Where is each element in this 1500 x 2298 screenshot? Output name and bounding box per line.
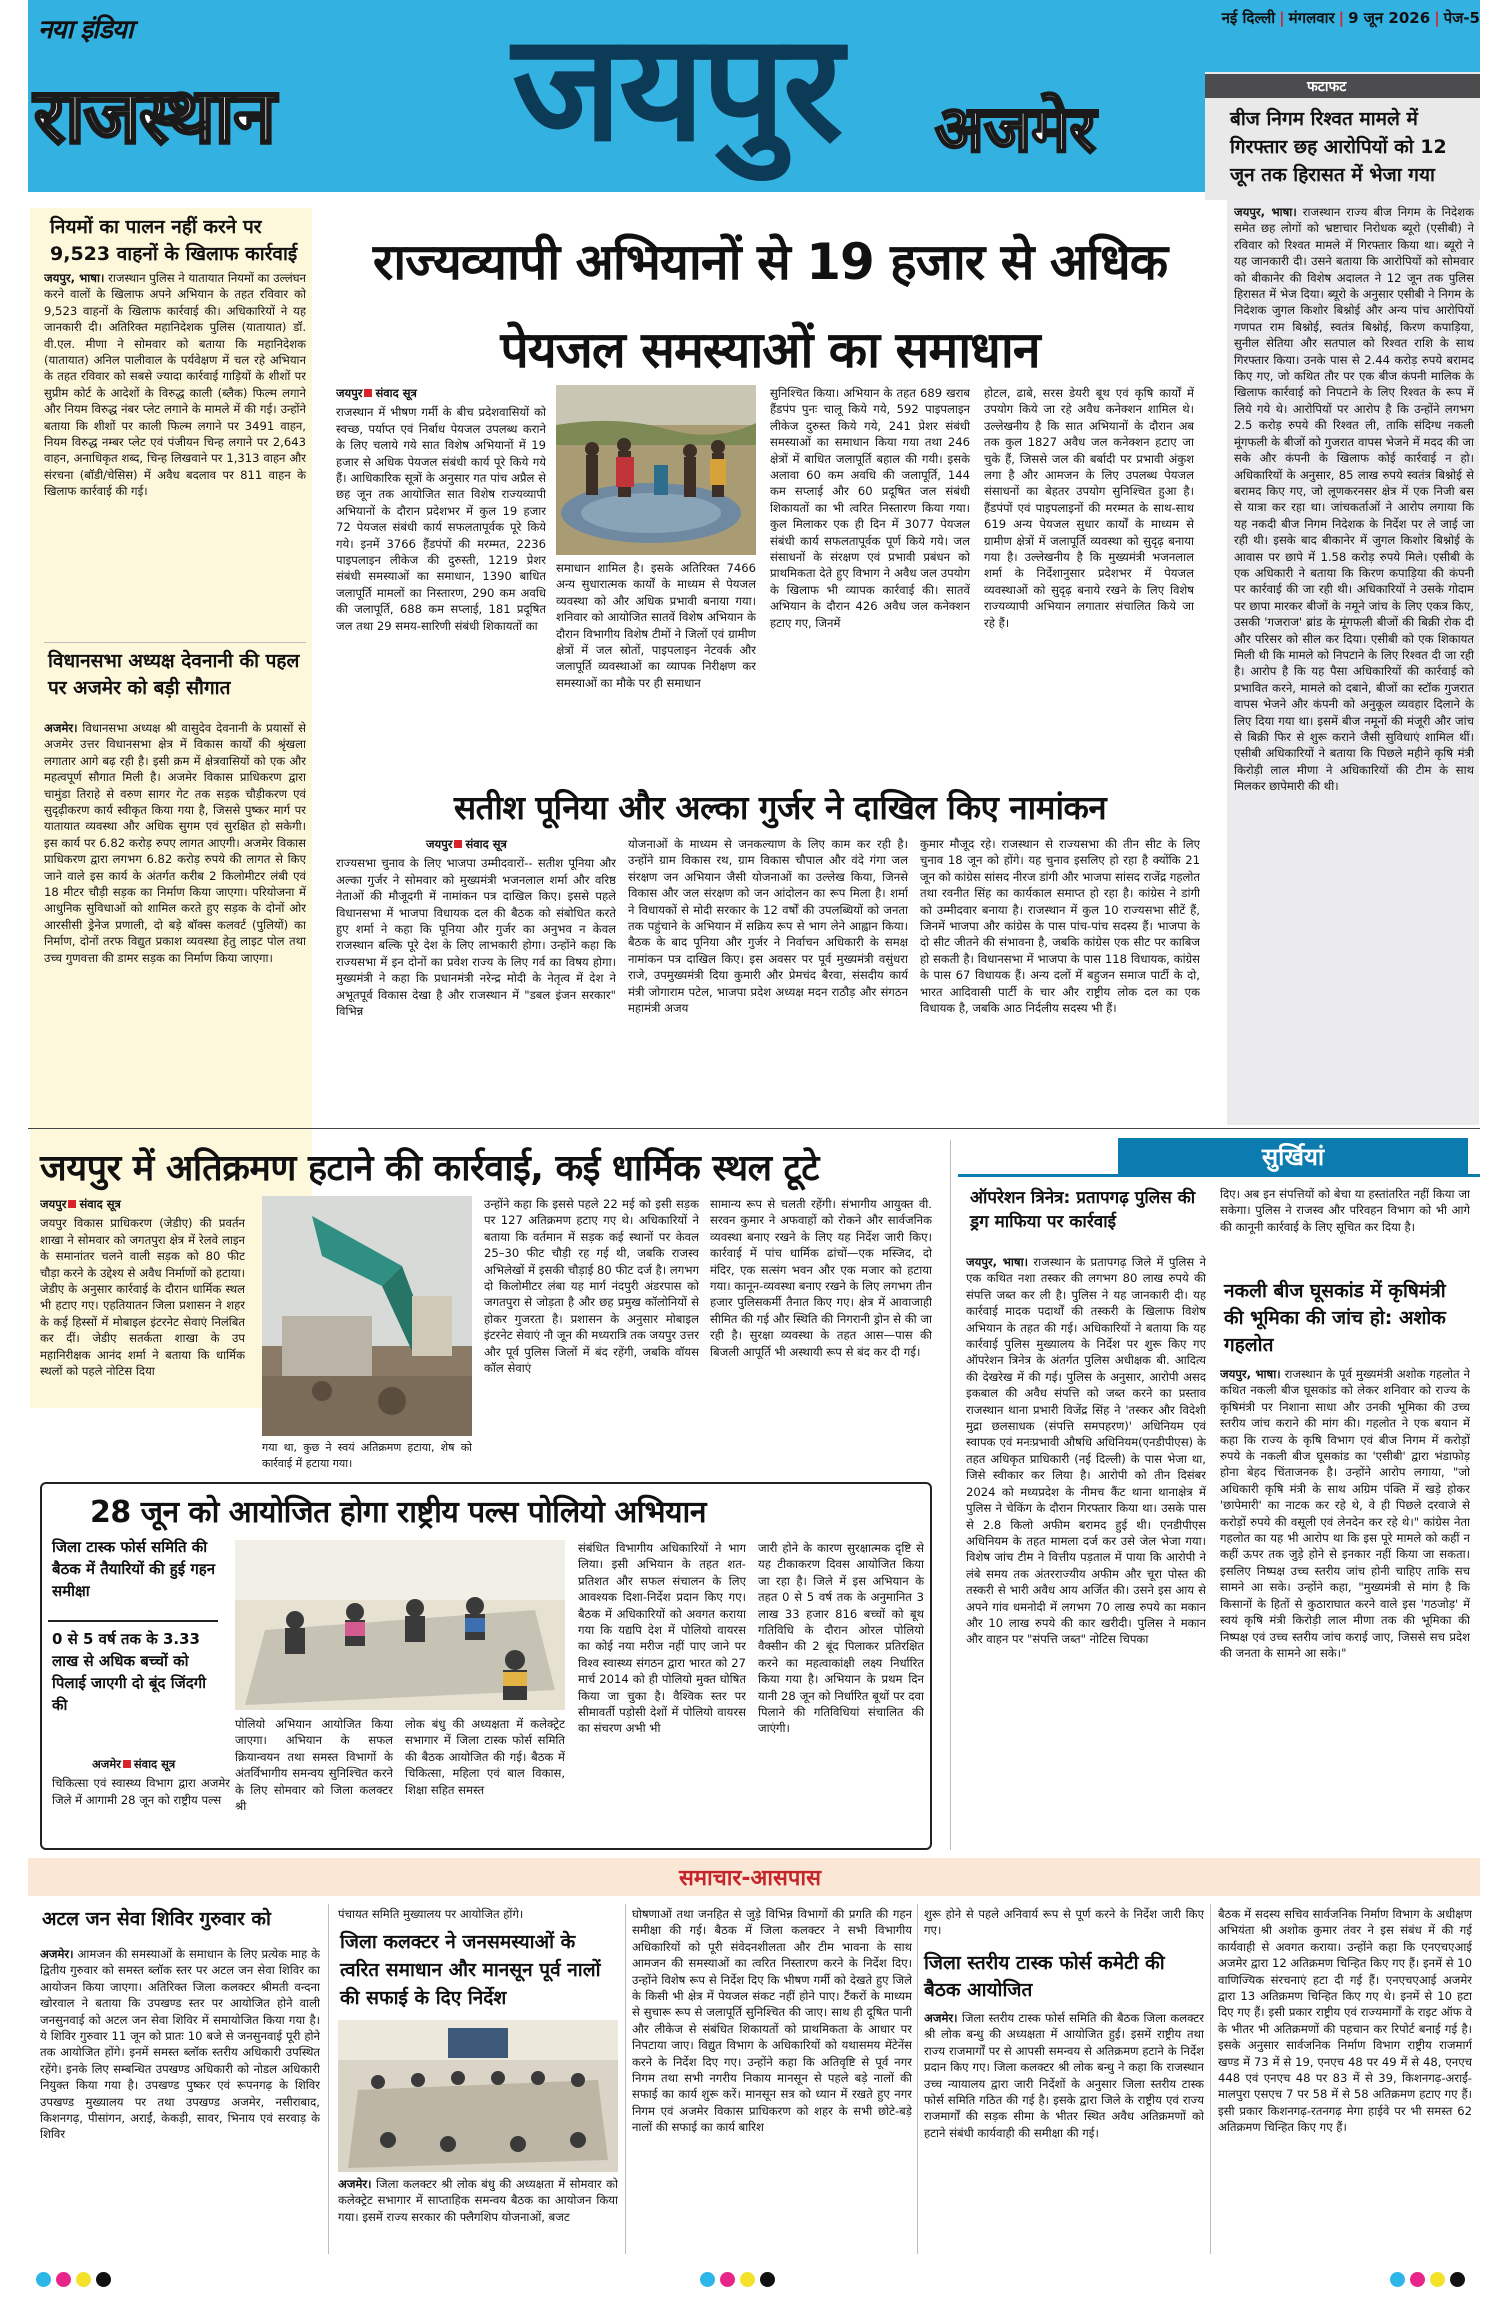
- samachar-s3-text: घोषणाओं तथा जनहित से जुड़े विभिन्न विभागों की प्रगति की गहन समीक्षा की गई। बैठक में जिला कलक्टर ने सभी विभागीय अधिकारियों को पूरी संवेदनशीलता और टीम भावना के साथ आमजन की समस्याओं का त्वरित निस्तारण करने के निर्देश दिए। उन्होंने विशेष रूप से निर्देश दिए कि भीषण गर्मी को देखते हुए जिले के किसी भी क्षेत्र में पेयजल संकट नहीं होने पाए। टैंकरों के माध्यम से सुचारू रूप से जलापूर्ति सुनिश्चित की जाए। साथ ही दूषित पानी और लीकेज से संबंधित शिकायतों को प्राथमिकता के आधार पर निपटाया जाए। विद्युत विभाग के अधिकारियों को यथासमय मेंटेनेंस करने के निर्देश दिए गए। उन्होंने कहा कि अतिवृष्टि से पूर्व नगर निगम तथा सभी नगरीय निकाय मानसून से पहले बड़े नालों की सफाई का कार्य शुरू करें। मानसून सत्र को ध्यान में रखते हुए नगर निगम एवं अजमेर विकास प्राधिकरण को शहर के सभी छोटे-बड़े नालों की सफाई का कार्य बारिश: [632, 1907, 912, 2135]
- fatafat-body: [1234, 204, 1474, 1119]
- fatafat-headline: बीज निगम रिश्वत मामले में गिरफ्तार छह आरोपियों को 12 जून तक हिरासत में भेजा गया: [1230, 108, 1447, 186]
- polio-col3: [405, 1716, 565, 1846]
- surkhiyan-story1-cont: [1220, 1186, 1470, 1268]
- left-story2-headline: विधानसभा अध्यक्ष देवनानी की पहल पर अजमेर को बड़ी सौगात: [48, 650, 300, 699]
- samachar-s2-top: पंचायत समिति मुख्यालय पर आयोजित होंगे।: [338, 1907, 524, 1921]
- divider: [1210, 1904, 1211, 2254]
- dateline-day: मंगलवार: [1288, 9, 1335, 27]
- divider: [625, 1904, 626, 2254]
- lead-col4: [984, 385, 1194, 780]
- atikraman-caption: गया था, कुछ ने स्वयं अतिक्रमण हटाया, शेष को कार्रवाई में हटाया गया।: [262, 1441, 472, 1471]
- left-story1-text: राजस्थान पुलिस ने यातायात नियमों का उल्लंघन करने वालों के खिलाफ अपने अभियान के तहत रविवार को 9,523 वाहनों के खिलाफ कार्रवाई की। अधिकारियों ने यह जानकारी दी। अतिरिक्त महानिदेशक पुलिस (यातायात) डॉ. वी.एल. मीणा ने सोमवार को बताया कि महानिदेशक (यातायात) अनिल पालीवाल के पर्यवेक्षण में चल रहे अभियान के तहत रविवार को सबसे ज्यादा कार्रवाई गाड़ियों के शीशों पर सुप्रीम कोर्ट के आदेशों के विरुद्ध काली (ब्लैक) फिल्म लगाने और नियम विरुद्ध नंबर प्लेट लगाने के मामले में की गई। उन्होंने बताया कि शीशों पर काली फिल्म लगाने पर 3491 वाहन, नियम विरुद्ध नम्बर प्लेट एवं पंजीयन चिन्ह लगाने पर 2,643 वाहन, अनाधिकृत शब्द, चिन्ह लिखवाने पर 1,313 वाहन और संरचना (बॉडी/चेसिस) में अवैध बदलाव पर 811 वाहन के खिलाफ कार्रवाई की गई।: [44, 271, 306, 499]
- section-divider: [28, 1128, 1480, 1129]
- lead-col3-text: सुनिश्चित किया। अभियान के तहत 689 खराब हैंडपंप पुनः चालू किये गये, 592 पाइपलाइन लीकेज दुरुस्त किये गये, 241 प्रेशर संबंधी समस्याओं का समाधान किया गया तथा 246 क्षेत्रों में बाधित जलापूर्ति बहाल की गयी। इसके अलावा 60 कम अवधि की जलापूर्ति, 144 कम सप्लाई और 60 प्रदूषित जल संबंधी शिकायतों का भी त्वरित निस्तारण किया गया। कुल मिलाकर एक ही दिन में 3077 पेयजल संबंधी कार्य सफलतापूर्वक पूर्ण किये गये। जल संसाधनों के संरक्षण एवं प्रभावी प्रबंधन को प्राथमिकता देते हुए विभाग ने अवैध जल उपयोग के खिलाफ भी व्यापक कार्रवाई की। सातवें अभियान के दौरान 426 अवैध जल कनेक्शन हटाए गए, जिनमें: [770, 386, 970, 630]
- divider: [917, 1904, 918, 2254]
- magenta-dot-icon: [56, 2272, 71, 2287]
- atikraman-byline: [40, 1196, 245, 1212]
- satish-col3: [920, 836, 1200, 1116]
- dateline-date: 9 जून 2026: [1348, 9, 1431, 27]
- divider: [950, 1140, 951, 1850]
- black-dot-icon: [96, 2272, 111, 2287]
- bullet-icon: [68, 1200, 76, 1208]
- polio-col1: [52, 1756, 230, 1846]
- surkhiyan-story1-dateline: जयपुर, भाषा।: [966, 1255, 1029, 1269]
- page-number: पेज-5: [1443, 9, 1480, 27]
- polio-col5-text: जारी होने के कारण सुरक्षात्मक दृष्टि से यह टीकाकरण दिवस आयोजित किया जा रहा है। जिले में इस अभियान के तहत 0 से 5 वर्ष तक के अनुमानित 3 लाख 33 हजार 816 बच्चों को बूथ गतिविधि के दौरान ओरल पोलियो वैक्सीन की 2 बूंद पिलाकर प्रतिरक्षित करने का महत्वाकांक्षी लक्ष्य निर्धारित किया गया है। अभियान के प्रथम दिन यानी 28 जून को निर्धारित बूथों पर दवा पिलाने की गतिविधियां संचालित की जाएंगी।: [758, 1541, 924, 1736]
- left-story2-text: विधानसभा अध्यक्ष श्री वासुदेव देवनानी के प्रयासों से अजमेर उत्तर विधानसभा क्षेत्र में विकास कार्यों की श्रृंखला लगातार आगे बढ़ रही है। इसी क्रम में क्षेत्रवासियों को एक और महत्वपूर्ण सौगात मिली है। अजमेर विकास प्राधिकरण द्वारा चामुंडा तिराहे से वरुण सागर गेट तक सड़क चौड़ीकरण एवं सुदृढ़ीकरण कार्य स्वीकृत किया गया है, जिससे पुष्कर मार्ग पर यातायात व्यवस्था और अधिक सुगम एवं सुरक्षित हो सकेगी। इस कार्य पर 6.82 करोड़ रुपए लागत आएगी। अजमेर विकास प्राधिकरण द्वारा लगभग 6.82 करोड़ रुपये की लागत से किए जाने वाले इस कार्य के अंतर्गत करीब 2 किलोमीटर लंबी एवं 18 मीटर चौड़ी सड़क का निर्माण किया जाएगा। परियोजना में आधुनिक सुविधाओं को शामिल करते हुए सड़क के दोनों ओर आरसीसी ड्रेनेज प्रणाली, दो बड़े बॉक्स कलवर्ट (पुलियों) का निर्माण, दोनों तरफ विद्युत प्रकाश व्यवस्था हेतु लाइट पोल तथा उच्च गुणवत्ता की डामर सड़क का निर्माण किया जाएगा।: [44, 721, 306, 965]
- atikraman-col3-text: सामान्य रूप से चलती रहेंगी। संभागीय आयुक्त वी. सरवन कुमार ने अफवाहों को रोकने और सार्वजनिक व्यवस्था बनाए रखने के लिए यह निर्देश जारी किए। कार्रवाई में पांच धार्मिक ढांचों—एक मस्जिद, दो मंदिर, एक सत्संग भवन और एक मजार को हटाया गया। कानून-व्यवस्था बनाए रखने के लिए लगभग तीन हजार पुलिसकर्मी तैनात किए गए। क्षेत्र में आवाजाही सीमित की गई और स्थिति की निगरानी ड्रोन से की जा रही है। सुरक्षा व्यवस्था के तहत आस—पास की बिजली आपूर्ति भी अस्थायी रूप से बंद कर दी गई।: [710, 1197, 932, 1359]
- samachar-s4-dateline: अजमेर।: [924, 2011, 958, 2025]
- yellow-dot-icon: [1430, 2272, 1445, 2287]
- polio-sub1: जिला टास्क फोर्स समिति की बैठक में तैयारियों की हुई गहन समीक्षा: [52, 1538, 216, 1600]
- fatafat-tag: फटाफट: [1205, 74, 1480, 98]
- dateline-place: नई दिल्ली: [1221, 9, 1276, 27]
- lead-col1-text: राजस्थान में भीषण गर्मी के बीच प्रदेशवासियों को स्वच्छ, पर्याप्त एवं निर्बाध पेयजल उपलब्ध कराने के लिए चलाये गये सात विशेष अभियानों में 19 हजार से अधिक पेयजल संबंधी कार्य पूरे किये गये हैं। आधिकारिक सूत्रों के अनुसार गत पांच अप्रैल से छह जून तक आयोजित सात विशेष राज्यव्यापी अभियानों के दौरान प्रदेशभर में कुल 19 हजार 72 पेयजल संबंधी कार्य सफलतापूर्वक पूरे किये गये। इनमें 3766 हैंडपंपों की मरम्मत, 2236 पाइपलाइन लीकेज की दुरुस्ती, 1219 प्रेशर संबंधी समस्याओं का समाधान, 1390 बाधित जलापूर्ति मामलों का निस्तारण, 290 कम अवधि की जलापूर्ति, 688 कम सप्लाई, 181 प्रदूषित जल तथा 29 समय-सारिणी संबंधी शिकायतों का: [336, 405, 546, 633]
- samachar-s2-body: [338, 2176, 618, 2252]
- polio-col3-text: लोक बंधु की अध्यक्षता में कलेक्ट्रेट सभागार में जिला टास्क फोर्स समिति की बैठक आयोजित की गई। बैठक में चिकित्सा, महिला एवं बाल विकास, शिक्षा सहित समस्त: [405, 1717, 565, 1797]
- satish-col1: [336, 836, 616, 1116]
- satish-col2-text: योजनाओं के माध्यम से जनकल्याण के लिए काम कर रही है। उन्होंने ग्राम विकास रथ, ग्राम विकास चौपाल और वंदे गंगा जल संरक्षण जन अभियान जैसी योजनाओं का उल्लेख किया, जिनसे विकास और जल संरक्षण को जन आंदोलन का रूप मिला है। शर्मा ने विधायकों से मोदी सरकार के 12 वर्षों की उपलब्धियों को जनता तक पहुंचाने के अभियान में सक्रिय रूप से भाग लेने आह्वान किया। बैठक के बाद पूनिया और गुर्जर ने निर्वाचन अधिकारी के समक्ष नामांकन पत्र दाखिल किए। इस अवसर पर पूर्व मुख्यमंत्री वसुंधरा राजे, उपमुख्यमंत्री दिया कुमारी और प्रेमचंद बैरवा, संसदीय कार्य मंत्री जोगाराम पटेल, भाजपा प्रदेश अध्यक्ष मदन राठौड़ और संगठन महामंत्री अजय: [628, 837, 908, 1016]
- atikraman-byline-source: संवाद सूत्र: [79, 1197, 121, 1211]
- left-story2-dateline: अजमेर।: [44, 721, 78, 735]
- black-dot-icon: [760, 2272, 775, 2287]
- atikraman-byline-place: जयपुर: [40, 1197, 67, 1211]
- samachar-s1-dateline: अजमेर।: [40, 1947, 74, 1961]
- samachar-s1-text: आमजन की समस्याओं के समाधान के लिए प्रत्येक माह के द्वितीय गुरुवार को समस्त ब्लॉक स्तर पर अटल जन सेवा शिविर का आयोजन किया जाएगा। अतिरिक्त जिला कलक्टर श्रीमती वन्दना खोरवाल ने बताया कि उपखण्ड स्तर पर आयोजित होने वाली जनसुनवाई को अटल जन सेवा शिविर में समायोजित किया गया है। ये शिविर गुरुवार 11 जून को प्रातः 10 बजे से जनसुनवाई पूरी होने तक आयोजित होंगे। इनमें समस्त ब्लॉक स्तरीय अधिकारी उपस्थित रहेंगे। इनके लिए सम्बन्धित उपखण्ड अधिकारी को नोडल अधिकारी नियुक्त किया गया है। उपखण्ड पुष्कर एवं रूपनगढ़ के शिविर उपखण्ड मुख्यालय पर तथा उपखण्ड अजमेर, नसीराबाद, किशनगढ़, पीसांगन, अराईं, केकड़ी, सावर, भिनाय एवं सरवाड़ के शिविर: [40, 1947, 320, 2142]
- brand-logo: नया इंडिया: [38, 15, 133, 45]
- yellow-dot-icon: [740, 2272, 755, 2287]
- surkhiyan-story2-dateline: जयपुर, भाषा।: [1220, 1367, 1281, 1381]
- black-dot-icon: [1450, 2272, 1465, 2287]
- magenta-dot-icon: [720, 2272, 735, 2287]
- city2-title: अजमेर: [935, 93, 1096, 167]
- surkhiyan-story2-text: राजस्थान के पूर्व मुख्यमंत्री अशोक गहलोत ने कथित नकली बीज घूसकांड को लेकर शनिवार को राज्य के कृषिमंत्री पर निशाना साधा और उनकी भूमिका की उच्च स्तरीय जांच कराने की मांग की। गहलोत ने एक बयान में कहा कि राज्य के कृषि विभाग एवं बीज निगम में करोड़ों रुपये के नकली बीज घूसकांड का 'एसीबी' द्वारा भंडाफोड़ होना बेहद चिंताजनक है। उन्होंने आरोप लगाया, "जो अधिकारी कृषि मंत्री के साथ अग्रिम पंक्ति में खड़े होकर 'छापेमारी' का नाटक कर रहे थे, वे ही पिछले दरवाजे से करोड़ों रुपये की वसूली एवं लेनदेन कर रहे थे।" कांग्रेस नेता गहलोत का यह भी आरोप था कि इस पूरे मामले को कहीं न कहीं ऊपर तक जुड़े होने से इनकार नहीं किया जा सकता। इसलिए निष्पक्ष उच्च स्तरीय जांच होनी चाहिए ताकि सच सामने आ सके। उन्होंने कहा, "मुख्यमंत्री से मांग है कि किसानों के हितों से कुठाराघात करने वाले इस 'गठजोड़' में स्वयं कृषि मंत्री किरोड़ी लाल मीणा तक की भूमिका की निष्पक्ष एवं उच्च स्तरीय जांच कराई जाए, जिससे सच प्रदेश की जनता के सामने आ सके।": [1220, 1367, 1470, 1660]
- samachar-s4-headline: जिला स्तरीय टास्क फोर्स कमेटी की बैठक आयोजित: [924, 1952, 1165, 2001]
- polio-photo: [235, 1540, 565, 1710]
- bullet-icon: [364, 389, 372, 397]
- surkhiyan-tag: सुर्खियां: [1118, 1138, 1468, 1174]
- polio-sub2: 0 से 5 वर्ष तक के 3.33 लाख से अधिक बच्चों को पिलाई जाएगी दो बूंद जिंदगी की: [52, 1630, 207, 1714]
- lead-col3: [770, 385, 970, 780]
- samachar-s4-text: जिला स्तरीय टास्क फोर्स समिति की बैठक जिला कलक्टर श्री लोक बन्धु की अध्यक्षता में आयोजित हुई। इसमें राष्ट्रीय तथा राज्य राजमार्गों पर से आपसी समन्वय से अतिक्रमण हटाने के निर्देश प्रदान किए गए। जिला कलक्टर श्री लोक बन्धु ने कहा कि राजस्थान उच्च न्यायालय द्वारा जारी निर्देशों के अनुसार जिला स्तरीय टास्क फोर्स समिति गठित की गई है। इसके द्वारा जिले के राष्ट्रीय एवं राज्य राजमार्गों की सड़क सीमा के भीतर स्थित अवैध अतिक्रमणों को हटाने संबंधी कार्यवाही की समीक्षा की गई।: [924, 2011, 1204, 2140]
- lead-byline-source: संवाद सूत्र: [375, 386, 417, 400]
- lead-byline: [336, 385, 546, 401]
- fatafat-text: राजस्थान राज्य बीज निगम के निदेशक समेत छह लोगों को भ्रष्टाचार निरोधक ब्यूरो (एसीबी) ने रविवार को रिश्वत मामले में गिरफ्तार किया था। ब्यूरो ने यह जानकारी दी। उसने बताया कि आरोपियों को सोमवार को बीकानेर की विशेष अदालत ने 12 जून तक पुलिस हिरासत में भेज दिया। ब्यूरो के अनुसार एसीबी ने निगम के निदेशक जुगल किशोर बिश्नोई और अन्य पांच आरोपियों गणपत राम बिश्नोई, स्वतंत्र बिश्नोई, किरण कपाड़िया, सुनील सेतिया और सतपाल को रिश्वत राशि के साथ गिरफ्तार किया। उनके पास से 2.44 करोड़ रुपये बरामद किए गए, जो कथित तौर पर एक बीज कंपनी मालिक के खिलाफ कार्रवाई को निपटाने के लिए रिश्वत के रूप में लिये गये थे। आरोपियों पर आरोप है कि उन्होंने लगभग 2.5 करोड़ रुपये की रिश्वत ली, ताकि संदिग्ध नकली मूंगफली के बीजों को गुजरात वापस भेजने में मदद की जा सके और कंपनी के खिलाफ कोई कार्रवाई न हो। अधिकारियों के अनुसार, 85 लाख रुपये स्वतंत्र बिश्नोई से बरामद किए गए, जो लूणकरनसर क्षेत्र में एक निजी बस से यात्रा कर रहा था। जांचकर्ताओं ने आरोप लगाया कि यह नकदी बीज निगम निदेशक के निर्देश पर ले जाई जा रही थी। इसके बाद बीकानेर में जुगल किशोर बिश्नोई के आवास पर छापे में 1.58 करोड़ रुपये मिले। एसीबी के एक अधिकारी ने बताया कि किरण कपाड़िया की कंपनी पर कार्रवाई की जा रही थी। अधिकारियों ने उसके गोदाम पर छापा मारकर बीजों के नमूने जांच के लिए एकत्र किए, उसकी 'गजराज' ब्रांड के मूंगफली बीजों की बिक्री रोक दी और परिसर को सील कर दिया। एसीबी को एक शिकायत मिली थी कि मामले को निपटाने के लिए रिश्वत दी जा रही है। आरोप है कि यह पैसा अधिकारियों की कार्रवाई को प्रभावित करने, मामले को दबाने, बीजों का स्टॉक गुजरात वापस भेजने और कंपनी को अनुकूल व्यवहार दिलाने के लिए दिया गया था। इसमें बीज नमूनों की मंजूरी और जांच से बिक्री फिर से शुरू कराने जैसी सुविधाएं शामिल थीं। एसीबी अधिकारियों ने बताया कि पिछले महीने कृषि मंत्री किरोड़ी लाल मीणा ने अधिकारियों की टीम के साथ मिलकर छापेमारी की थी।: [1234, 205, 1474, 794]
- yellow-dot-icon: [76, 2272, 91, 2287]
- lead-headline: राज्यव्यापी अभियानों से 19 हजार से अधिक पेयजल समस्याओं का समाधान: [372, 233, 1168, 379]
- polio-col5: [758, 1540, 924, 1846]
- magenta-dot-icon: [1410, 2272, 1425, 2287]
- cyan-dot-icon: [700, 2272, 715, 2287]
- satish-col2: [628, 836, 908, 1116]
- polio-col4: [578, 1540, 746, 1846]
- polio-byline-source: संवाद सूत्र: [133, 1757, 176, 1771]
- lead-col2: [556, 560, 756, 780]
- atikraman-col1-text: जयपुर विकास प्राधिकरण (जेडीए) की प्रवर्तन शाखा ने सोमवार को जगतपुरा क्षेत्र में रेलवे लाइन के समानांतर चलने वाली सड़क को 80 फीट चौड़ा करने के उद्देश्य से अवैध निर्माणों को हटाया। जेडीए के अनुसार कार्रवाई के दौरान धार्मिक स्थल भी हटाए गए। एहतियातन जिला प्रशासन ने शहर के कई हिस्सों में मोबाइल इंटरनेट सेवाएं निलंबित कर दीं। जेडीए सतर्कता शाखा के उप महानिरीक्षक आनंद शर्मा ने बताया कि धार्मिक स्थलों को पहले नोटिस दिया: [40, 1216, 245, 1379]
- samachar-s2-text: जिला कलक्टर श्री लोक बंधु की अध्यक्षता में सोमवार को कलेक्ट्रेट सभागार में साप्ताहिक समन्वय बैठक का आयोजन किया गया। इसमें राज्य सरकार की फ्लैगशिप योजनाओं, बजट: [338, 2177, 618, 2224]
- satish-byline-source: संवाद सूत्र: [465, 837, 507, 851]
- left-story1-headline: नियमों का पालन नहीं करने पर 9,523 वाहनों के खिलाफ कार्रवाई: [50, 216, 298, 265]
- print-marks: [0, 2262, 1500, 2298]
- atikraman-col2: [484, 1196, 699, 1471]
- satish-headline: सतीश पूनिया और अल्का गुर्जर ने दाखिल किए नामांकन: [453, 788, 1107, 827]
- lead-byline-place: जयपुर: [336, 386, 363, 400]
- surkhiyan-story2-headline: नकली बीज घूसकांड में कृषिमंत्री की भूमिका की जांच हो: अशोक गहलोत: [1224, 1280, 1446, 1356]
- surkhiyan-story2-body: [1220, 1366, 1470, 1850]
- atikraman-col1: [40, 1196, 245, 1471]
- left-story1-dateline: जयपुर, भाषा।: [44, 271, 105, 285]
- atikraman-photo: [262, 1196, 472, 1436]
- satish-byline: [336, 836, 616, 852]
- bullet-icon: [123, 1760, 131, 1768]
- satish-col1-text: राज्यसभा चुनाव के लिए भाजपा उम्मीदवारों-- सतीश पूनिया और अल्का गुर्जर ने सोमवार को मुख्यमंत्री भजनलाल शर्मा और वरिष्ठ नेताओं की मौजूदगी में नामांकन पत्र दाखिल किए। इससे पहले विधानसभा में भाजपा विधायक दल की बैठक को संबोधित करते हुए शर्मा ने कहा कि पूनिया और गुर्जर का अनुभव न केवल राजस्थान बल्कि पूरे देश के लिए लाभकारी होगा। उन्होंने कहा कि राज्यसभा में इन दोनों का प्रवेश राज्य के लिए गर्व का विषय होगा। मुख्यमंत्री ने कहा कि प्रधानमंत्री नरेन्द्र मोदी के नेतृत्व में देश ने अभूतपूर्व विकास देखा है और राजस्थान में "डबल इंजन सरकार" विभिन्न: [336, 856, 616, 1019]
- cyan-dot-icon: [1390, 2272, 1405, 2287]
- samachar-photo: [338, 2020, 618, 2172]
- lead-col1: [336, 385, 546, 780]
- atikraman-col2-text: उन्होंने कहा कि इससे पहले 22 मई को इसी सड़क पर 127 अतिक्रमण हटाए गए थे। अधिकारियों ने बताया कि वर्तमान में सड़क कई स्थानों पर केवल 25–30 फीट चौड़ी रह गई थी, जबकि राजस्व अभिलेखों में इसकी चौड़ाई 80 फीट दर्ज है। लगभग दो किलोमीटर लंबा यह मार्ग नंदपुरी अंडरपास को जगतपुरा से जोड़ता है और छह प्रमुख कॉलोनियों से होकर गुजरता है। प्रशासन के अनुसार मोबाइल इंटरनेट सेवाएं नौ जून की मध्यरात्रि तक जयपुर उत्तर और पूर्व पुलिस जिलों में बंद रहेंगी, जबकि वॉयस कॉल सेवाएं: [484, 1197, 699, 1376]
- samachar-tag: समाचार-आसपास: [679, 1866, 821, 1891]
- polio-col2-text: पोलियो अभियान आयोजित किया जाएगा। अभियान के सफल क्रियान्वयन तथा समस्त विभागों के अंतर्विभागीय समन्वय सुनिश्चित करने के लिए सोमवार को जिला कलक्टर श्री: [235, 1717, 393, 1814]
- polio-byline-place: अजमेर: [92, 1757, 121, 1771]
- samachar-s5-body: [1218, 1906, 1472, 2252]
- polio-col2: [235, 1716, 393, 1846]
- polio-headline: 28 जून को आयोजित होगा राष्ट्रीय पल्स पोलियो अभियान: [90, 1495, 706, 1530]
- samachar-s2-headline: जिला कलक्टर ने जनसमस्याओं के त्वरित समाधान और मानसून पूर्व नालों की सफाई के दिए निर्देश: [340, 1931, 601, 2009]
- bullet-icon: [454, 840, 462, 848]
- polio-byline: [52, 1756, 230, 1772]
- lead-col2-text: समाधान शामिल है। इसके अतिरिक्त 7466 अन्य सुधारात्मक कार्यों के माध्यम से पेयजल व्यवस्था को और अधिक प्रभावी बनाया गया। शनिवार को आयोजित सातवें विशेष अभियान के दौरान विभागीय विशेष टीमों ने जिलों एवं ग्रामीण क्षेत्रों में जल स्रोतों, पाइपलाइन नेटवर्क और जलापूर्ति व्यवस्थाओं का व्यापक निरीक्षण कर समस्याओं का मौके पर ही समाधान: [556, 561, 756, 690]
- samachar-s5-text: बैठक में सदस्य सचिव सार्वजनिक निर्माण विभाग के अधीक्षण अभियंता श्री अशोक कुमार तंवर ने इस संबंध में की गई कार्यवाही से अवगत कराया। उन्होंने कहा कि एनएचएआई अजमेर द्वारा 12 अतिक्रमण चिन्हित किए गए हैं। इनमें से 10 वाणिज्यिक संरचनाएं हटा दी गई हैं। एनएचएआई अजमेर द्वारा 13 अतिक्रमण चिन्हित किए गए थे। इनमें से 10 हटा दिए गए हैं। इसी प्रकार राष्ट्रीय एवं राज्यमार्गों के राइट ऑफ वे के भीतर भी अतिक्रमणों की पहचान कर रिपोर्ट बनाई गई है। इसके अनुसार सार्वजनिक निर्माण विभाग राष्ट्रीय राजमार्ग खण्ड में 73 में से 19, एनएच 48 पर 49 में से 48, एनएच 448 एवं एनएच 48 पर 83 में से 39, किशनगढ़-अराईं-मालपुरा एसएच 7 पर 58 में से 58 अतिक्रमण हटाए गए हैं। इसी प्रकार किशनगढ़-रतनगढ़ मेगा हाईवे पर भी समस्त 62 अतिक्रमण चिन्हित किए गए हैं।: [1218, 1907, 1472, 2135]
- dateline-bar: नई दिल्ली | मंगलवार | 9 जून 2026 | पेज-5: [1221, 9, 1480, 27]
- city-title: जयपुर: [512, 2, 841, 174]
- cyan-dot-icon: [36, 2272, 51, 2287]
- divider: [44, 642, 306, 643]
- surkhiyan-story1-cont-text: दिए। अब इन संपत्तियों को बेचा या हस्तांतरित नहीं किया जा सकेगा। पुलिस ने राजस्व और परिवहन विभाग को भी आगे की कानूनी कार्रवाई के लिए सूचित कर दिया है।: [1220, 1187, 1470, 1234]
- satish-byline-place: जयपुर: [426, 837, 453, 851]
- divider: [328, 1904, 329, 2254]
- samachar-s3-body: [632, 1906, 912, 2252]
- samachar-s4-top: शुरू होने से पहले अनिवार्य रूप से पूर्ण करने के निर्देश जारी किए गए।: [924, 1907, 1204, 1938]
- lead-photo: [556, 385, 756, 555]
- polio-col4-text: संबंधित विभागीय अधिकारियों ने भाग लिया। इसी अभियान के तहत शत-प्रतिशत और सफल संचालन के लिए आवश्यक दिशा-निर्देश प्रदान किए गए। बैठक में अधिकारियों को अवगत कराया गया कि यद्यपि देश में पोलियो वायरस का कोई नया मरीज नहीं पाए जाने पर विश्व स्वास्थ्य संगठन द्वारा भारत को 27 मार्च 2014 को ही पोलियो मुक्त घोषित किया जा चुका है। वैश्विक स्तर पर सीमावर्ती पड़ोसी देशों में पोलियो वायरस का संचरण अभी भी: [578, 1541, 746, 1736]
- satish-col3-text: कुमार मौजूद रहे। राजस्थान से राज्यसभा की तीन सीट के लिए चुनाव 18 जून को होंगे। यह चुनाव इसलिए हो रहा है क्योंकि 21 जून को कांग्रेस सांसद नीरज डांगी और भाजपा सांसद राजेंद्र गहलोत तथा रवनीत सिंह का कार्यकाल समाप्त हो रहा है। कांग्रेस ने डांगी को उम्मीदवार बनाया है। राजस्थान में कुल 10 राज्यसभा सीटें हैं, जिनमें भाजपा और कांग्रेस के पास पांच-पांच सदस्य हैं। भाजपा के दो सीट जीतने की संभावना है, जबकि कांग्रेस एक सीट पर काबिज हो सकती है। विधानसभा में भाजपा के पास 118 विधायक, कांग्रेस के पास 67 विधायक हैं। अन्य दलों में बहुजन समाज पार्टी के दो, भारत आदिवासी पार्टी के चार और राष्ट्रीय लोक दल का एक विधायक है, जबकि आठ निर्दलीय सदस्य भी हैं।: [920, 837, 1200, 1016]
- surkhiyan-rule: [958, 1174, 1480, 1177]
- divider: [48, 1620, 218, 1622]
- atikraman-headline: जयपुर में अतिक्रमण हटाने की कार्रवाई, कई धार्मिक स्थल टूटे: [40, 1148, 819, 1189]
- atikraman-col3: [710, 1196, 932, 1471]
- samachar-s4-body: [924, 2010, 1204, 2252]
- fatafat-dateline: जयपुर, भाषा।: [1234, 205, 1297, 219]
- polio-col1-text: चिकित्सा एवं स्वास्थ्य विभाग द्वारा अजमेर जिले में आगामी 28 जून को राष्ट्रीय पल्स: [52, 1776, 230, 1807]
- surkhiyan-story1-text: राजस्थान के प्रतापगढ़ जिले में पुलिस ने एक कथित नशा तस्कर की लगभग 80 लाख रुपये की संपत्ति जब्त कर ली है। पुलिस ने यह जानकारी दी। यह कार्रवाई मादक पदार्थों की तस्करी के खिलाफ विशेष अभियान के तहत की गई। अधिकारियों ने बताया कि यह कार्रवाई पुलिस मुख्यालय के निर्देश पर शुरू किए गए ऑपरेशन त्रिनेत्र के अंतर्गत पुलिस अधीक्षक बी. आदित्य की देखरेख में की गई। पुलिस के अनुसार, आरोपी असद इकबाल की अवैध संपत्ति को जब्त करने का प्रस्ताव राजस्थान थाना प्रभारी विजेंद्र सिंह ने 'तस्कर और विदेशी मुद्रा छलसाधक (संपत्ति समपहरण)' अधिनियम एवं स्वापक एवं मनःप्रभावी औषधि अधिनियम(एनडीपीएस) के तहत अधिकृत प्राधिकारी (नई दिल्ली) के पास भेजा था, जिसे स्वीकार कर लिया है। आरोपी को तीन दिसंबर 2024 को मध्यप्रदेश के नीमच कैंट थाना थानाक्षेत्र में पुलिस ने चेकिंग के दौरान गिरफ्तार किया था। उसके पास से 2.8 किलो अफीम बरामद हुई थी। एनडीपीएस अधिनियम के तहत मामला दर्ज कर उसे जेल भेजा गया। विशेष जांच टीम ने वित्तीय पड़ताल में पाया कि आरोपी ने लंबे समय तक अंतरराज्यीय अफीम और चूरा पोस्त की तस्करी से भारी अवैध आय अर्जित की। उसने इस आय से अपने गांव धमनोदी में लगभग 70 लाख रुपये का मकान और 10 लाख रुपये की कार खरीदी। पुलिस ने मकान और वाहन पर "संपत्ति जब्त" नोटिस चिपका: [966, 1255, 1206, 1647]
- edition-title: राजस्थान: [34, 71, 275, 160]
- left-story1-body: [44, 270, 306, 638]
- samachar-s2-dateline: अजमेर।: [338, 2177, 372, 2191]
- surkhiyan-story1-headline: ऑपरेशन त्रिनेत्र: प्रतापगढ़ पुलिस की ड्रग माफिया पर कार्रवाई: [970, 1188, 1196, 1232]
- samachar-s1-headline: अटल जन सेवा शिविर गुरुवार को: [42, 1908, 271, 1930]
- samachar-s1-body: [40, 1946, 320, 2252]
- surkhiyan-story1-body: [966, 1254, 1206, 1850]
- lead-col4-text: होटल, ढाबे, सरस डेयरी बूथ एवं कृषि कार्यों में उपयोग किये जा रहे अवैध कनेक्शन शामिल थे। उल्लेखनीय है कि सात अभियानों के दौरान अब तक कुल 1827 अवैध जल कनेक्शन हटाए जा चुके हैं, जिससे जल की बर्बादी पर प्रभावी अंकुश लगा है और आमजन के लिए उपलब्ध पेयजल संसाधनों का बेहतर उपयोग सुनिश्चित हुआ है। हैंडपंपों एवं पाइपलाइनों की मरम्मत के साथ-साथ 619 अन्य पेयजल सुधार कार्यों के माध्यम से ग्रामीण क्षेत्रों में जलापूर्ति व्यवस्था को सुदृढ़ बनाया गया है। उल्लेखनीय है कि मुख्यमंत्री भजनलाल शर्मा के निर्देशानुसार प्रदेशभर में पेयजल व्यवस्थाओं को सुदृढ़ बनाये रखने के लिए विशेष राज्यव्यापी अभियान लगातार संचालित किये जा रहे हैं।: [984, 386, 1194, 630]
